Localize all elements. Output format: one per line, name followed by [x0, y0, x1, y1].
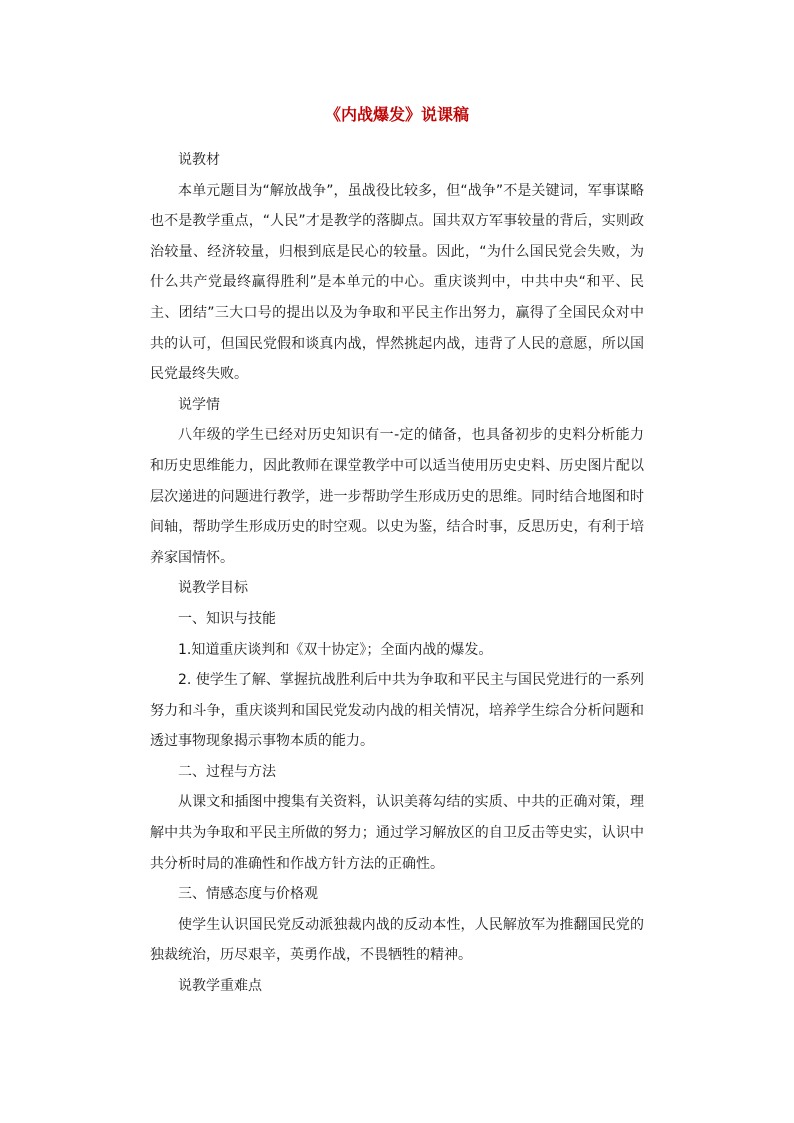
page-title: 《内战爆发》说课稿 [324, 105, 469, 124]
paragraph-textbook: 本单元题目为“解放战争”，虽战役比较多，但“战争”不是关键词，军事谋略也不是教学重点，“人民”才是教学的落脚点。国共双方军事较量的背后，实则政治较量、经济较量，归根到底是民心的较量。因此，“为什么国民党会失败，为什么共产党最终赢得胜利”是本单元的中心。重庆谈判中，中共中央“和平、民主、团结”三大口号的提出以及为争取和平民主作出努力，赢得了全国民众对中共的认可，但国民党假和谈真内战，悍然挑起内战，违背了人民的意愿，所以国民党最终失败。 [150, 182, 644, 383]
subheading-process: 二、过程与方法 [178, 763, 276, 780]
paragraph-attitude: 使学生认识国民党反动派独裁内战的反动本性，人民解放军为推翻国民党的独裁统治，历尽艰辛，英勇作战，不畏牺牲的精神。 [150, 916, 644, 964]
paragraph-students: 八年级的学生已经对历史知识有一-定的储备，也具备初步的史料分析能力和历史思维能力，因此教师在课堂教学中可以适当使用历史史料、历史图片配以层次递进的问题进行教学，进一步帮助学生形成历史的思维。同时结合地图和时间轴，帮助学生形成历史的时空观。以史为鉴，结合时事，反思历史，有利于培养家国情怀。 [150, 427, 644, 566]
section-heading-students: 说学情 [178, 396, 220, 413]
subheading-attitude: 三、情感态度与价格观 [178, 886, 318, 903]
section-heading-textbook: 说教材 [178, 152, 220, 168]
paragraph-knowledge-1: 1.知道重庆谈判和《双十协定》；全面内战的爆发。 [178, 641, 493, 658]
paragraph-knowledge-2: 2. 使学生了解、掌握抗战胜利后中共为争取和平民主与国民党进行的一系列努力和斗争，重庆谈判和国民党发动内战的相关情况，培养学生综合分析问题和透过事物现象揭示事物本质的能力。 [150, 672, 644, 750]
section-heading-key-points: 说教学重难点 [178, 978, 262, 995]
paragraph-process: 从课文和插图中搜集有关资料，认识美蒋勾结的实质、中共的正确对策，理解中共为争取和平民主所做的努力；通过学习解放区的自卫反击等史实，认识中共分析时局的准确性和作战方针方法的正确性。 [150, 794, 644, 872]
document-body [150, 145, 644, 1002]
subheading-knowledge: 一、知识与技能 [178, 610, 276, 627]
section-heading-objectives: 说教学目标 [178, 580, 248, 597]
